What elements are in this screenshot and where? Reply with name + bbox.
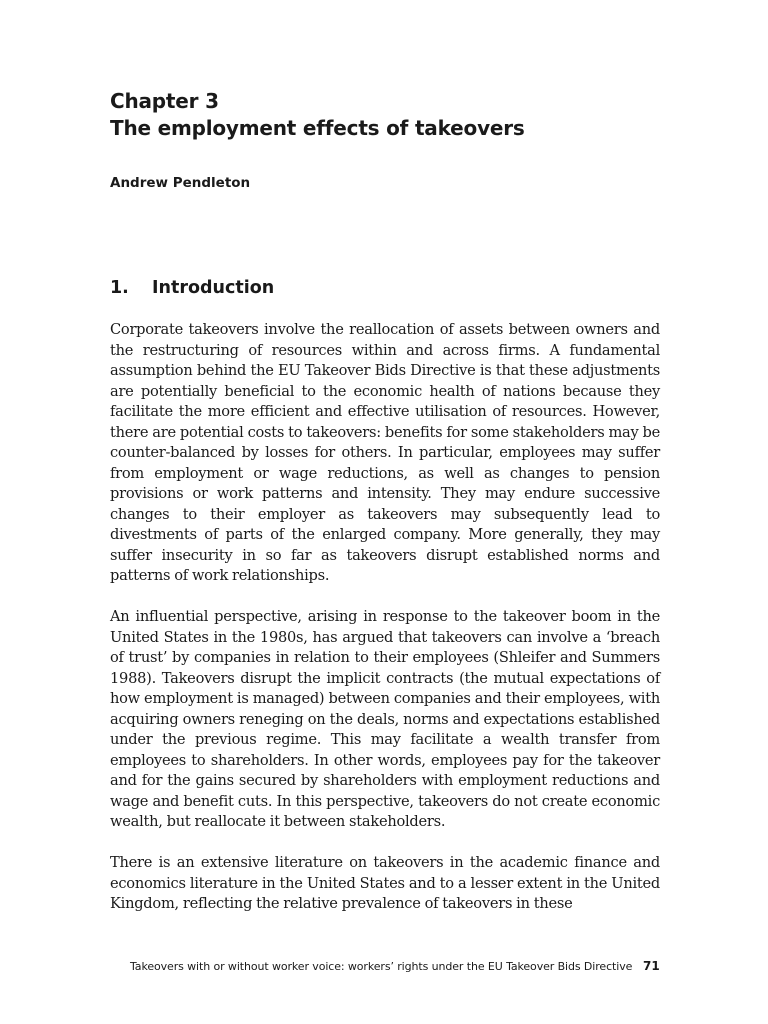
section-heading xyxy=(110,278,274,298)
paragraph-2: An influential perspective, arising in response to the takeover boom in the United States in the 1980s, has argued that takeovers can involve a ‘breach of trust’ by companies in relation to their employees (Shleifer and Summers 1988). Takeovers disrupt the implicit contracts (the mutual expectations of how employment is managed) between companies and their employees, with acquiring owners reneging on the deals, norms and expectations established under the previous regime. This may facilitate a wealth transfer from employees to shareholders. In other words, employees pay for the takeover and for the gains secured by shareholders with employment reductions and wage and benefit cuts. In this perspective, takeovers do not create economic wealth, but reallocate it between stakeholders. xyxy=(110,608,660,830)
section-title: Introduction xyxy=(152,278,275,298)
chapter-title: The employment effects of takeovers xyxy=(110,116,525,140)
paragraph-1: Corporate takeovers involve the reallocation of assets between owners and the restructuring of resources within and across firms. A fundamental assumption behind the EU Takeover Bids Directive is that these adjustments are potentially beneficial to the economic health of nations because they facilitate the more efficient and effective utilisation of resources. However, there are potential costs to takeovers: benefits for some stakeholders may be counter-balanced by losses for others. In particular, employees may suffer from employment or wage reductions, as well as changes to pension provisions or work patterns and intensity. They may endure successive changes to their employer as takeovers may subsequently lead to divestments of parts of the enlarged company. More generally, they may suffer insecurity in so far as takeovers disrupt established norms and patterns of work relationships. xyxy=(110,321,660,584)
section-number: 1. xyxy=(110,278,129,298)
paragraph-3: There is an extensive literature on takeovers in the academic finance and economics literature in the United States and to a lesser extent in the United Kingdom, reflecting the relative prevalence of takeovers in these xyxy=(110,854,660,912)
page-content xyxy=(110,88,660,912)
chapter-heading xyxy=(110,88,660,142)
body-text xyxy=(110,320,660,935)
author-name: Andrew Pendleton xyxy=(110,175,251,191)
running-footer-title: Takeovers with or without worker voice: workers’ rights under the EU Takeover Bids Directive xyxy=(130,960,633,973)
chapter-label: Chapter 3 xyxy=(110,89,219,113)
page-number: 71 xyxy=(643,959,660,973)
